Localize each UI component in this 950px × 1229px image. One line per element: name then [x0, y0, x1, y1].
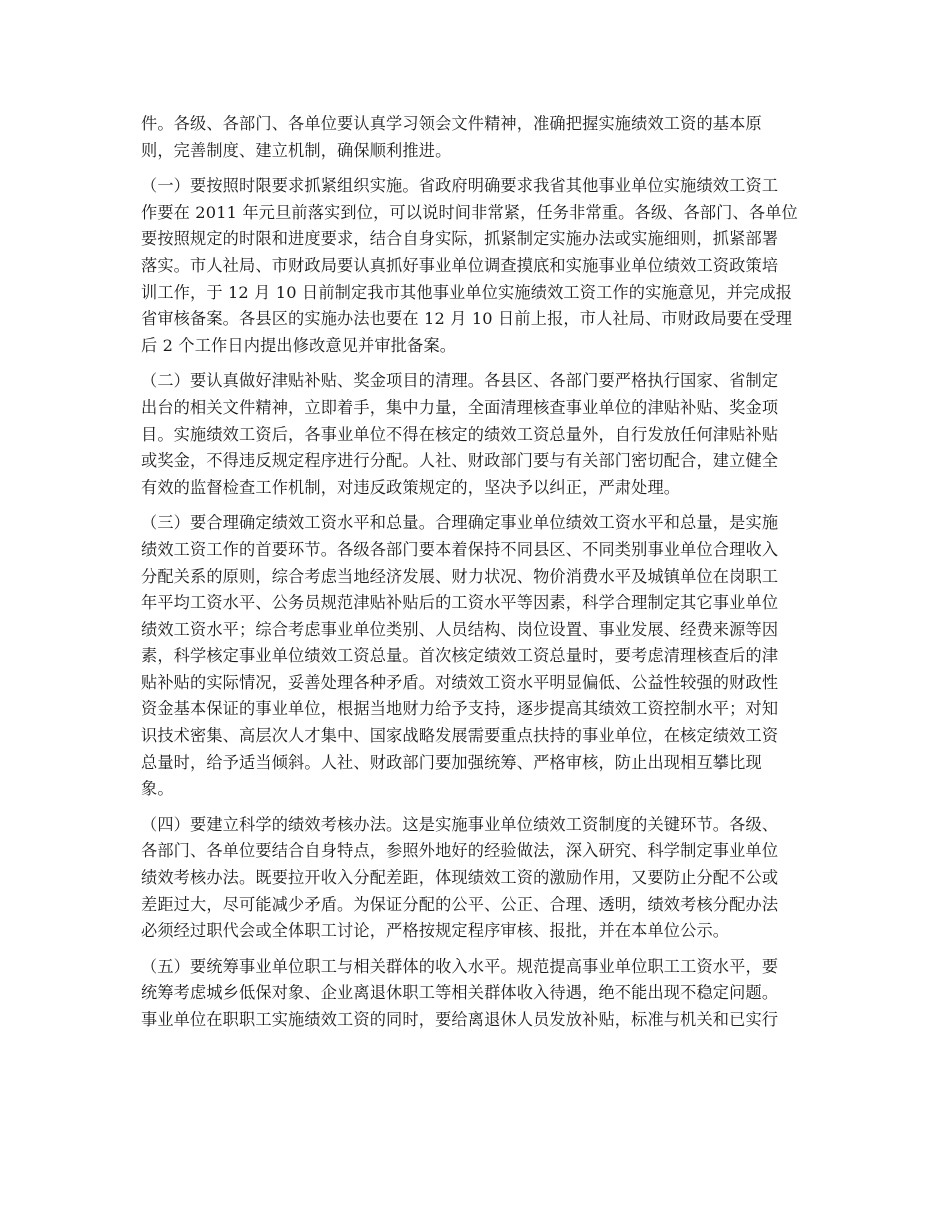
text-line: 差距过大，尽可能减少矛盾。为保证分配的公平、公正、合理、透明，绩效考核分配办法	[141, 894, 779, 914]
text-line: 绩效工资工作的首要环节。各级各部门要本着保持不同县区、不同类别事业单位合理收入	[141, 539, 779, 559]
text-line: （二）要认真做好津贴补贴、奖金项目的清理。各县区、各部门要严格执行国家、省制定	[141, 371, 779, 391]
paragraph-section-3	[141, 510, 811, 803]
text-line: 年平均工资水平、公务员规范津贴补贴后的工资水平等因素，科学合理制定其它事业单位	[141, 593, 779, 613]
paragraph-section-2	[141, 368, 811, 501]
text-line: 则，完善制度、建立机制，确保顺利推进。	[141, 140, 452, 160]
text-line: （五）要统筹事业单位职工与相关群体的收入水平。规范提高事业单位职工工资水平，要	[141, 956, 779, 976]
text-line: 要按照规定的时限和进度要求，结合自身实际，抓紧制定实施办法或实施细则，抓紧部署	[141, 229, 779, 249]
text-line: 省审核备案。各县区的实施办法也要在 12 月 10 日前上报，市人社局、市财政局要在受理	[141, 309, 793, 329]
text-line: 事业单位在职职工实施绩效工资的同时，要给离退休人员发放补贴，标准与机关和已实行	[141, 1010, 779, 1029]
text-line: 件。各级、各部门、各单位要认真学习领会文件精神，准确把握实施绩效工资的基本原	[141, 114, 762, 133]
text-line: 作要在 2011 年元旦前落实到位，可以说时间非常紧，任务非常重。各级、各部门、各单位	[141, 202, 798, 222]
paragraph-section-4	[141, 812, 811, 945]
text-line: 贴补贴的实际情况，妥善处理各种矛盾。对绩效工资水平明显偏低、公益性较强的财政性	[141, 672, 779, 692]
text-line: 绩效工资水平；综合考虑事业单位类别、人员结构、岗位设置、事业发展、经费来源等因	[141, 619, 779, 639]
text-line: 素，科学核定事业单位绩效工资总量。首次核定绩效工资总量时，要考虑清理核查后的津	[141, 646, 779, 666]
text-line: 分配关系的原则，综合考虑当地经济发展、财力状况、物价消费水平及城镇单位在岗职工	[141, 566, 779, 586]
text-line: 总量时，给予适当倾斜。人社、财政部门要加强统筹、严格审核，防止出现相互攀比现	[141, 752, 762, 772]
text-line: （三）要合理确定绩效工资水平和总量。合理确定事业单位绩效工资水平和总量，是实施	[141, 513, 779, 533]
text-line: 各部门、各单位要结合自身特点，参照外地好的经验做法，深入研究、科学制定事业单位	[141, 841, 779, 861]
text-line: 必须经过职代会或全体职工讨论，严格按规定程序审核、报批，并在本单位公示。	[141, 921, 730, 941]
text-line: 目。实施绩效工资后，各事业单位不得在核定的绩效工资总量外，自行发放任何津贴补贴	[141, 424, 779, 444]
text-line: 绩效考核办法。既要拉开收入分配差距，体现绩效工资的激励作用，又要防止分配不公或	[141, 868, 779, 888]
text-line: （一）要按照时限要求抓紧组织实施。省政府明确要求我省其他事业单位实施绩效工资工	[141, 176, 779, 196]
text-line: 象。	[141, 779, 174, 799]
text-line: 有效的监督检查工作机制，对违反政策规定的，坚决予以纠正，严肃处理。	[141, 477, 681, 497]
text-line: 出台的相关文件精神，立即着手，集中力量，全面清理核查事业单位的津贴补贴、奖金项	[141, 397, 779, 417]
paragraph-intro-continuation	[141, 111, 811, 164]
text-line: 后 2 个工作日内提出修改意见并审批备案。	[141, 335, 457, 355]
text-line: （四）要建立科学的绩效考核办法。这是实施事业单位绩效工资制度的关键环节。各级、	[141, 814, 779, 834]
document-body	[141, 111, 811, 1043]
text-line: 统筹考虑城乡低保对象、企业离退休职工等相关群体收入待遇，绝不能出现不稳定问题。	[141, 983, 779, 1003]
text-line: 资金基本保证的事业单位，根据当地财力给予支持，逐步提高其绩效工资控制水平；对知	[141, 699, 779, 719]
paragraph-section-5	[141, 954, 811, 1034]
text-line: 或奖金，不得违反规定程序进行分配。人社、财政部门要与有关部门密切配合，建立健全	[141, 451, 779, 471]
text-line: 落实。市人社局、市财政局要认真抓好事业单位调查摸底和实施事业单位绩效工资政策培	[141, 255, 779, 275]
text-line: 识技术密集、高层次人才集中、国家战略发展需要重点扶持的事业单位，在核定绩效工资	[141, 726, 779, 746]
paragraph-section-1	[141, 173, 811, 359]
text-line: 训工作，于 12 月 10 日前制定我市其他事业单位实施绩效工资工作的实施意见，并完成报	[141, 282, 793, 302]
